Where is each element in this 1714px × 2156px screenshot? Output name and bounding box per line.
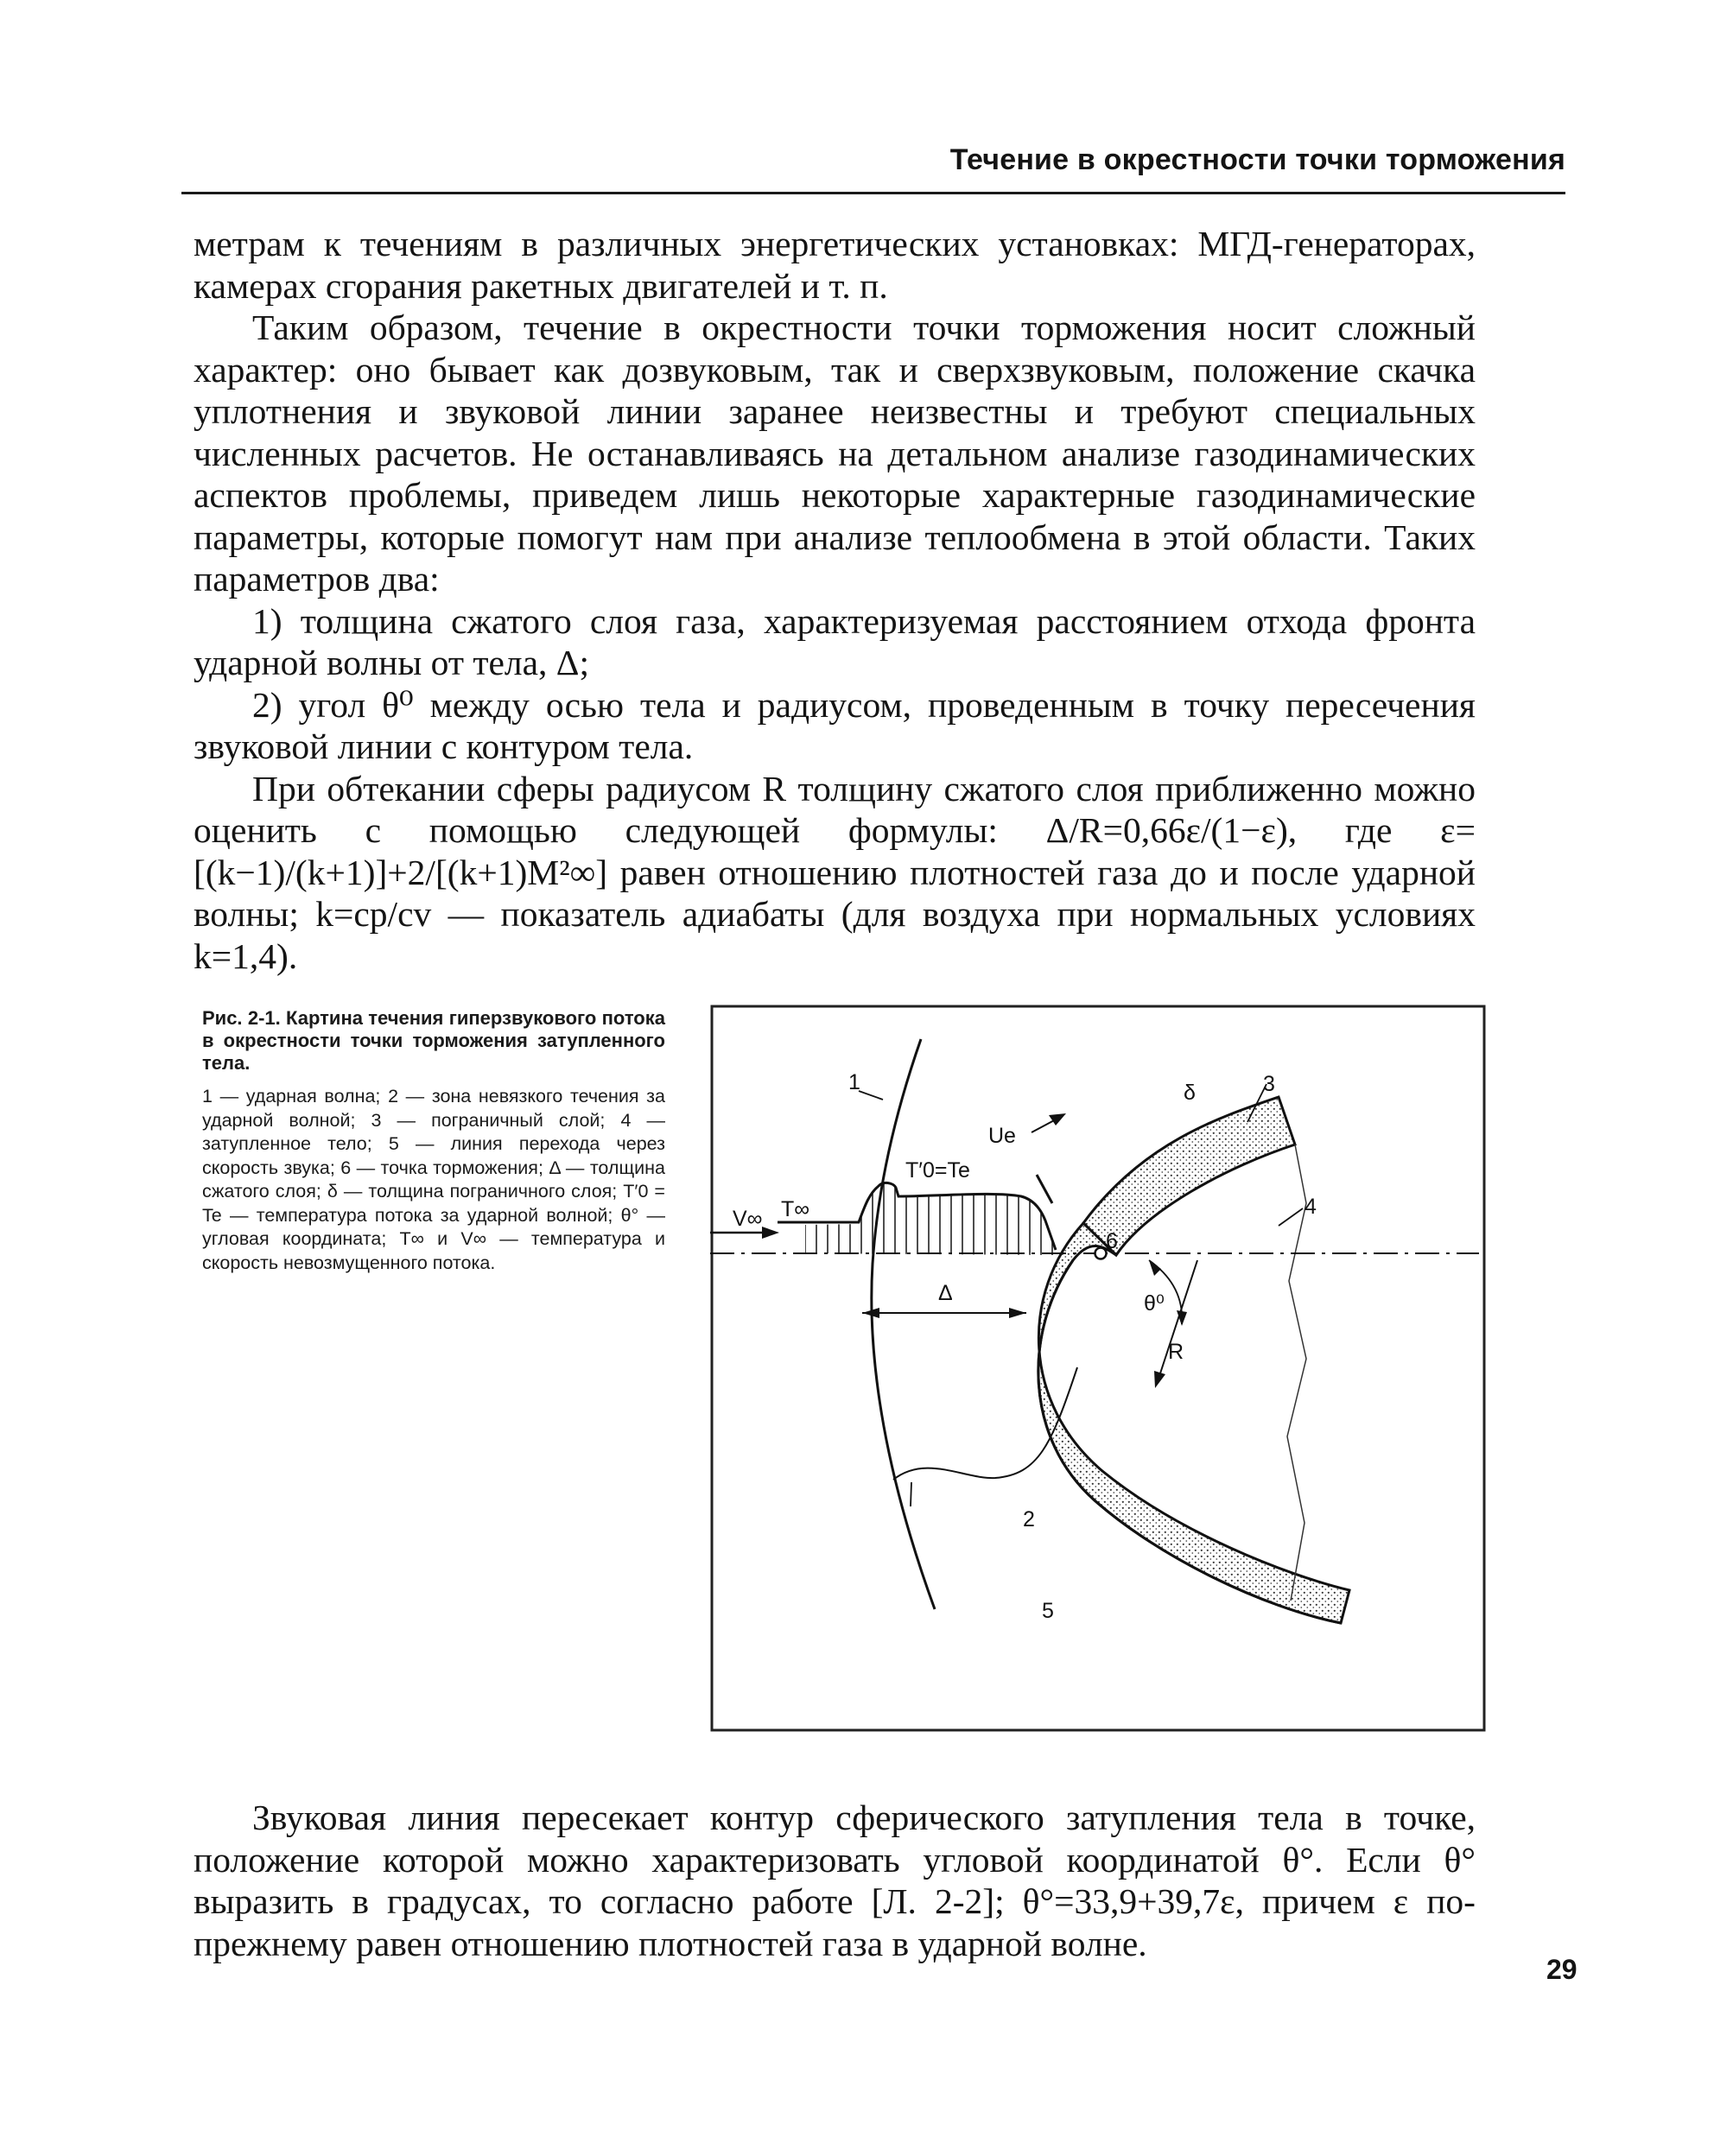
- label-ue: Ue: [988, 1124, 1016, 1148]
- label-delta-big: Δ: [938, 1281, 953, 1305]
- body-text-top: [194, 223, 1476, 977]
- list-item-1: 1) толщина сжатого слоя газа, характеризуемая расстоянием отхода фронта ударной волны от тела, Δ;: [194, 600, 1476, 682]
- theta-arrow-top: [1149, 1260, 1161, 1276]
- label-r: R: [1168, 1340, 1184, 1364]
- label-t0-te: T′0=Te: [905, 1158, 970, 1183]
- leader-4: [1279, 1208, 1303, 1226]
- ue-arrowhead: [1049, 1113, 1066, 1126]
- label-5: 5: [1042, 1599, 1054, 1623]
- stagnation-point-marker: [1095, 1248, 1107, 1259]
- flow-diagram-svg: [710, 1005, 1486, 1732]
- caption-legend: 1 — ударная волна; 2 — зона невязкого течения за ударной волной; 3 — пограничный слой; 4 — затупленное тело; 5 — линия перехода через скорость звука; 6 — точка торможения; Δ — толщина сжатого слоя; δ — толщина пограничного слоя; T′0 = Te — температура потока за ударной волной; θ° — угловая координата; T∞ и V∞ — температура и скорость невозмущенного потока.: [202, 1086, 665, 1273]
- v-inf-arrowhead: [762, 1227, 779, 1239]
- label-2: 2: [1023, 1507, 1035, 1531]
- figure-frame: [712, 1006, 1484, 1730]
- radius-arrowhead: [1154, 1371, 1165, 1388]
- paragraph-continuation: метрам к течениям в различных энергетических установках: МГД-генераторах, камерах сгорания ракетных двигателей и т. п.: [194, 224, 1476, 306]
- delta-small-mark: [1037, 1175, 1052, 1203]
- paragraph: При обтекании сферы радиусом R толщину сжатого слоя приближенно можно оценить с помощью следующей формулы: Δ/R=0,66ε/(1−ε), где ε=[(k−1)/(k+1)]+2/[(k+1)M²∞] равен отношению плотностей газа до и после ударной волны; k=cp/cv — показатель адиабаты (для воздуха при нормальных условиях k=1,4).: [194, 768, 1476, 976]
- label-1: 1: [848, 1070, 860, 1094]
- label-delta-small: δ: [1184, 1081, 1196, 1105]
- figure-flow-diagram: [710, 1005, 1486, 1732]
- label-theta: θ⁰: [1144, 1291, 1165, 1316]
- label-v-inf: V∞: [733, 1207, 763, 1231]
- list-item-2: 2) угол θ⁰ между осью тела и радиусом, проведенным в точку пересечения звуковой линии с контуром тела.: [194, 684, 1476, 766]
- caption-title: Рис. 2-1. Картина течения гиперзвукового потока в окрестности точки торможения затупленного тела.: [202, 1007, 665, 1074]
- label-3: 3: [1263, 1072, 1275, 1096]
- figure-caption: [202, 1007, 665, 1275]
- temperature-hatch: [805, 1183, 1056, 1255]
- running-header: Течение в окрестности точки торможения: [949, 143, 1565, 176]
- header-rule: [181, 192, 1565, 194]
- shock-wave: [872, 1039, 935, 1609]
- body-contour: [1038, 1260, 1341, 1623]
- leader-1: [859, 1091, 883, 1100]
- delta-arrow-right: [1009, 1308, 1026, 1318]
- paragraph: Таким образом, течение в окрестности точки торможения носит сложный характер: оно бывает как дозвуковым, так и сверхзвуковым, положение скачка уплотнения и звуковой линии заранее неизвестны и требуют специальных численных расчетов. Не останавливаясь на детальном анализе газодинамических аспектов проблемы, приведем лишь некоторые характерные газодинамические параметры, которые помогут нам при анализе теплообмена в этой области. Таких параметров два:: [194, 308, 1476, 599]
- body-text-bottom: [194, 1797, 1476, 1964]
- label-4: 4: [1305, 1195, 1317, 1219]
- paragraph: Звуковая линия пересекает контур сферического затупления тела в точке, положение которой можно характеризовать угловой координатой θ°. Если θ° выразить в градусах, то согласно работе [Л. 2-2]; θ°=33,9+39,7ε, причем ε по-прежнему равен отношению плотностей газа в ударной волне.: [194, 1798, 1476, 1963]
- label-6: 6: [1106, 1229, 1118, 1253]
- boundary-layer-region-lower: [1038, 1223, 1349, 1623]
- label-t-inf: T∞: [781, 1197, 810, 1221]
- page-number: 29: [1546, 1954, 1578, 1985]
